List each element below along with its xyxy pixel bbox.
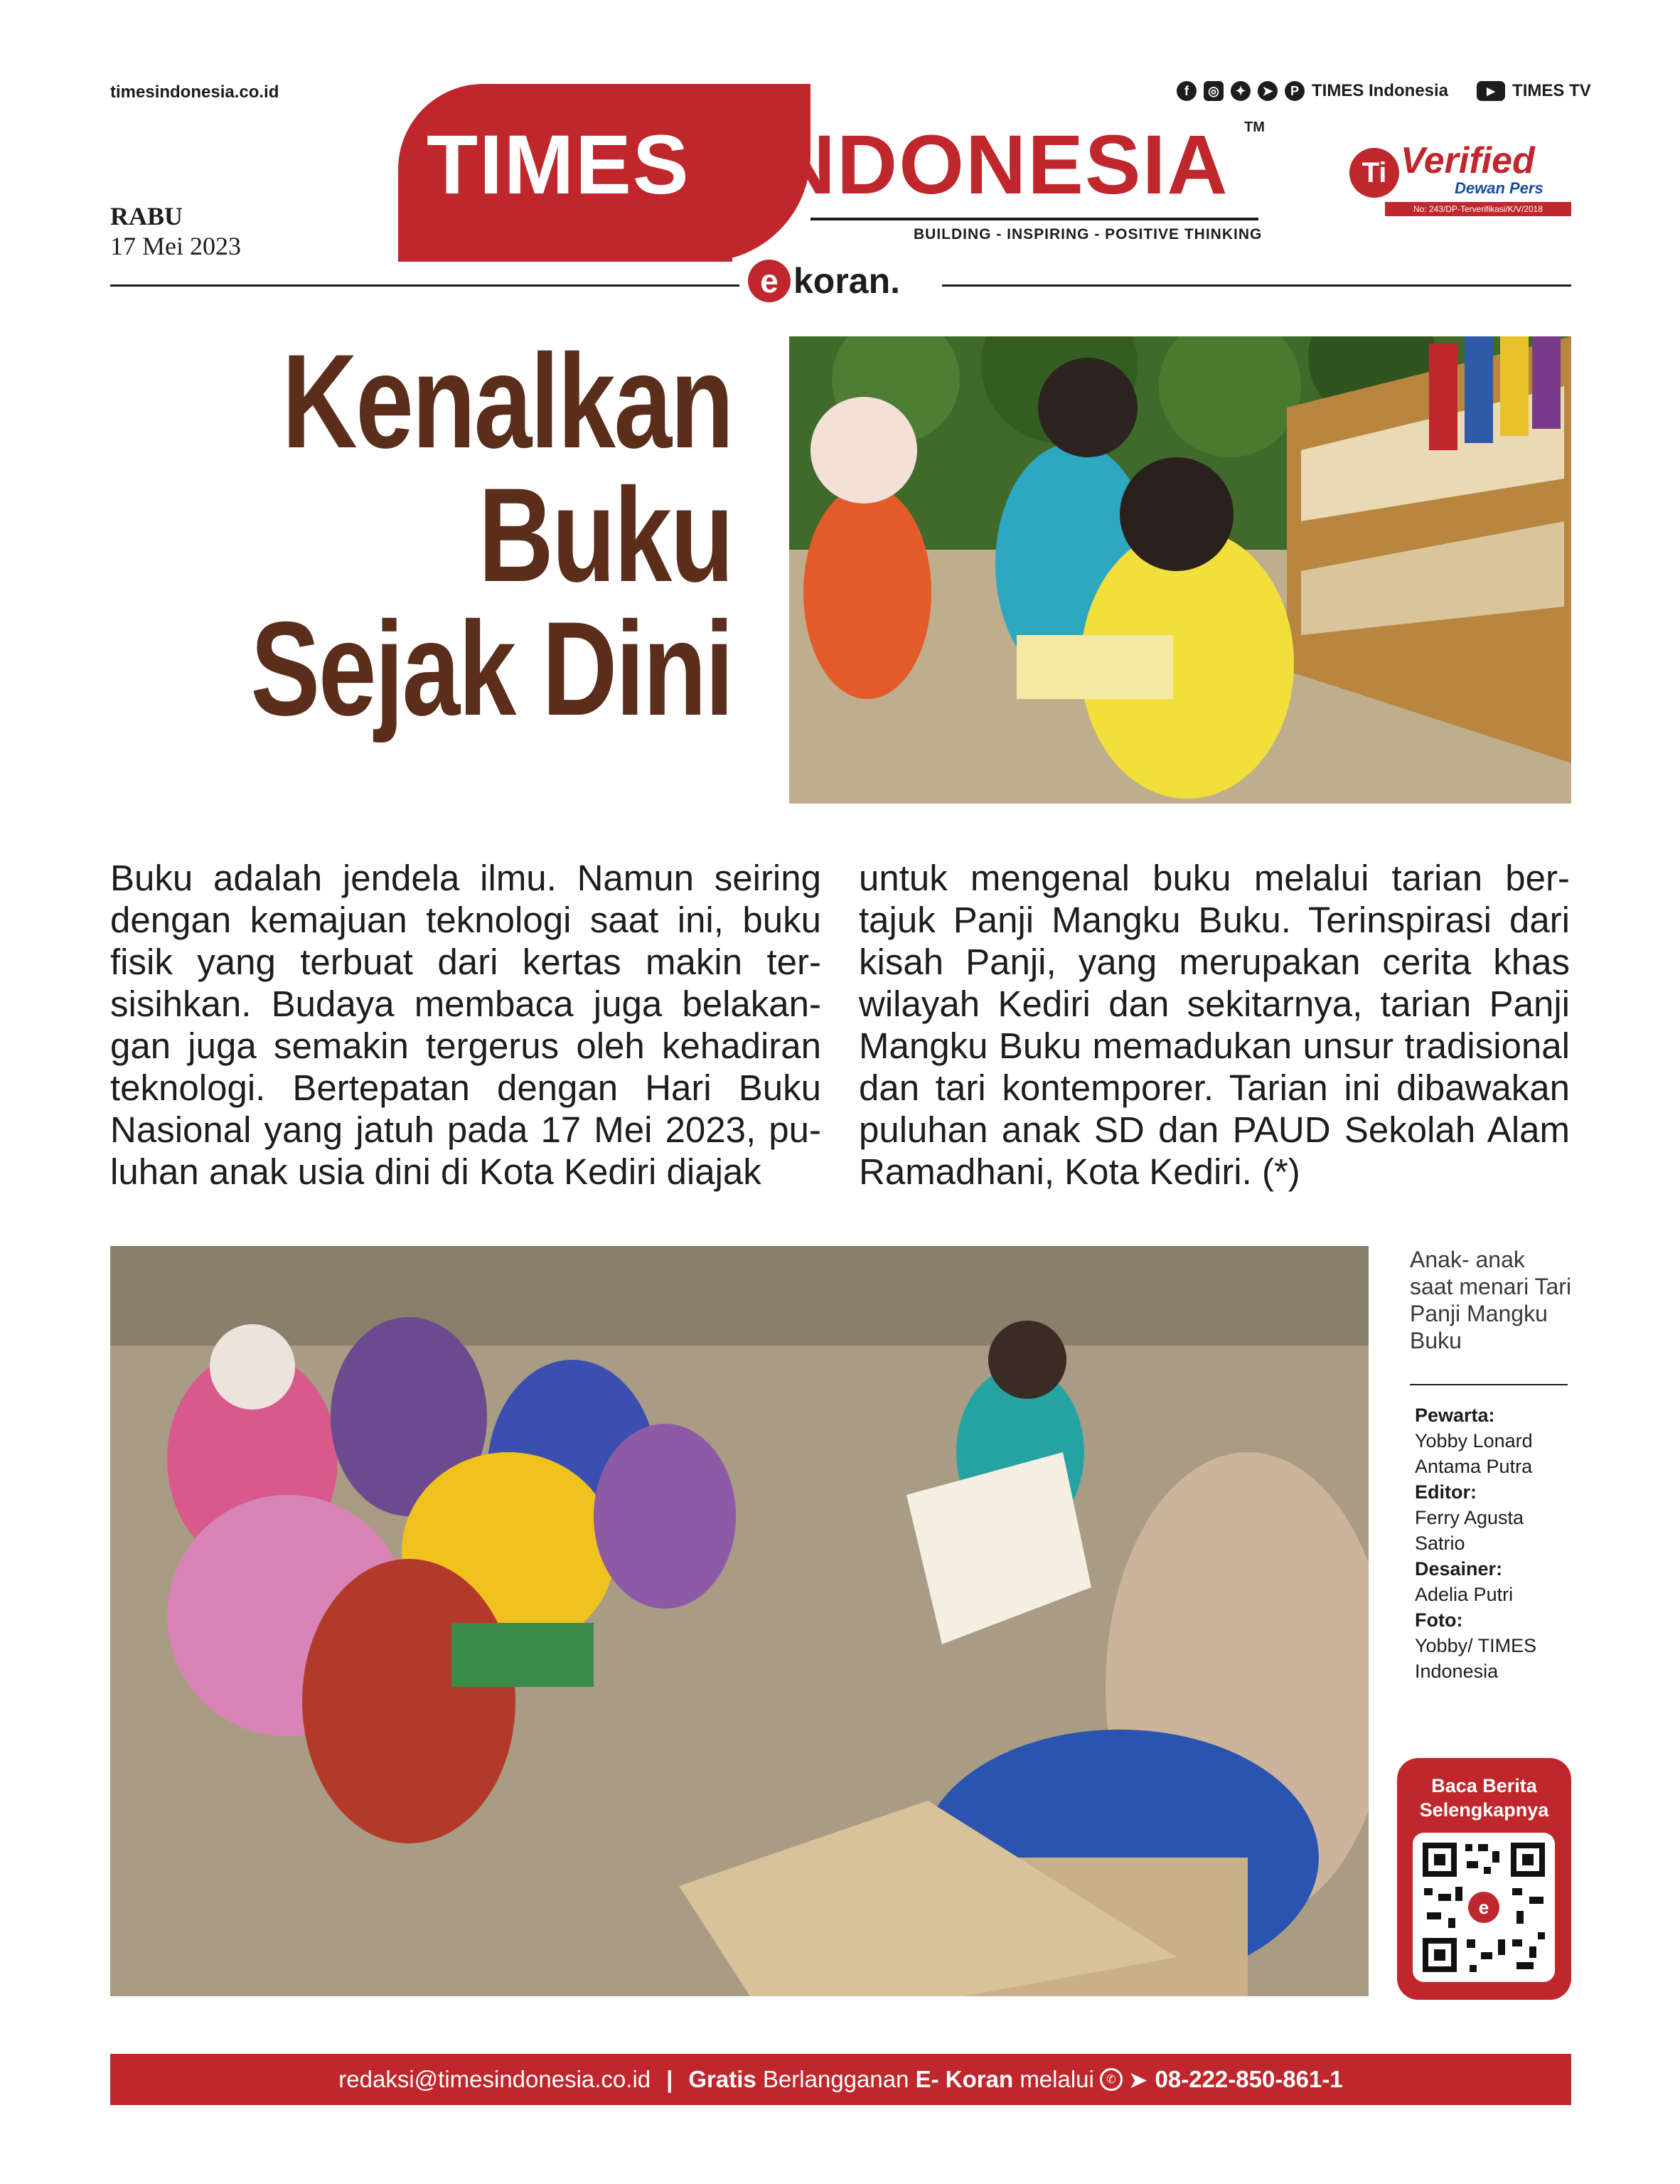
article-column-right: untuk mengenal buku melalui tarian bertajuk Panji Mangku Buku. Terinspirasi dari kisah Panji, yang merupakan cerita khas wilayah Kediri dan sekitarnya, tarian Panji Mangku Buku memadukan unsur tradisional dan tari kontemporer. Tarian ini dibawakan puluhan anak SD dan PAUD Sekolah Alam Ramadhani, Kota Kediri. (*) <box>859 858 1570 1192</box>
credit-value-pewarta: Yobby Lonard Antama Putra <box>1415 1430 1533 1477</box>
svg-text:e: e <box>1478 1897 1489 1918</box>
headline-line-3: Sejak Dini <box>250 594 732 743</box>
masthead-logo <box>398 84 1266 262</box>
headline <box>245 326 733 743</box>
issue-day: RABU <box>110 202 183 230</box>
masthead-times: TIMES <box>427 118 690 212</box>
credit-value-editor: Ferry Agusta Satrio <box>1415 1507 1524 1554</box>
photo-children-bookshelf <box>789 336 1571 804</box>
twitter-icon[interactable]: ✦ <box>1231 81 1251 101</box>
credit-label-pewarta: Pewarta: <box>1415 1405 1495 1426</box>
credits <box>1415 1402 1571 1684</box>
header-rule-left <box>110 284 739 287</box>
telegram-footer-icon[interactable]: ➤ <box>1128 2066 1148 2093</box>
social-handle[interactable]: TIMES Indonesia <box>1312 81 1449 100</box>
ekoran-e-icon: e <box>748 260 791 302</box>
credit-value-desainer: Adelia Putri <box>1415 1584 1514 1605</box>
photo-children-reading <box>110 1246 1369 1996</box>
header-rule-right <box>942 284 1571 287</box>
credit-value-foto: Yobby/ TIMES Indonesia <box>1415 1635 1537 1682</box>
footer-separator: | <box>666 2066 673 2092</box>
facebook-icon[interactable]: f <box>1177 81 1197 101</box>
side-rule <box>1410 1384 1568 1385</box>
masthead-indonesia: INDONESIA <box>750 118 1229 212</box>
credit-label-foto: Foto: <box>1415 1609 1463 1631</box>
qr-card[interactable] <box>1397 1758 1571 2000</box>
footer-phone[interactable]: 08-222-850-861-1 <box>1155 2066 1343 2092</box>
footer-bar <box>110 2054 1571 2105</box>
trademark: TM <box>1244 119 1265 135</box>
qr-code-icon[interactable] <box>1413 1833 1555 1982</box>
article-column-left: Buku adalah jendela ilmu. Namun seiring dengan kemajuan teknologi saat ini, buku fisik yang terbuat dari kertas makin tersisihkan. Budaya membaca juga belakangan juga semakin tergerus oleh kehadiran teknologi. Bertepatan dengan Hari Buku Nasional yang jatuh pada 17 Mei 2023, puluhan anak usia dini di Kota Kediri diajak <box>110 858 821 1192</box>
whatsapp-icon[interactable]: ✆ <box>1100 2068 1123 2091</box>
footer-email[interactable]: redaksi@timesindonesia.co.id <box>338 2066 651 2092</box>
masthead-tagline: BUILDING - INSPIRING - POSITIVE THINKING <box>914 226 1263 243</box>
youtube-icon[interactable]: ▶ <box>1477 81 1505 101</box>
footer-melalui: melalui <box>1020 2066 1094 2092</box>
issue-date: 17 Mei 2023 <box>110 232 241 260</box>
ekoran-word: koran. <box>793 261 901 301</box>
verified-subtitle: Dewan Pers <box>1455 179 1543 197</box>
verified-badge <box>1349 142 1570 217</box>
telegram-icon[interactable]: ➤ <box>1258 81 1278 101</box>
pinterest-icon[interactable]: P <box>1285 81 1305 101</box>
credit-label-editor: Editor: <box>1415 1481 1477 1503</box>
site-url[interactable]: timesindonesia.co.id <box>110 82 279 102</box>
headline-line-1: Kenalkan <box>282 326 733 476</box>
photo-caption: Anak- anak saat menari Tari Panji Mangku Buku <box>1410 1247 1572 1353</box>
verified-number: No: 243/DP-Terverifikasi/K/V/2018 <box>1385 202 1571 216</box>
footer-ekoran: E- Koran <box>915 2066 1014 2092</box>
headline-line-2: Buku <box>478 460 732 609</box>
verified-title: Verified <box>1401 140 1535 181</box>
footer-gratis: Gratis <box>688 2066 756 2092</box>
footer-berlangganan: Berlangganan <box>762 2066 909 2092</box>
ti-logo-icon: Ti <box>1349 148 1399 198</box>
instagram-icon[interactable]: ◎ <box>1204 81 1224 101</box>
masthead-rule <box>810 218 1258 220</box>
credit-label-desainer: Desainer: <box>1415 1558 1503 1580</box>
ekoran-logo <box>748 260 900 302</box>
tv-label[interactable]: TIMES TV <box>1512 81 1591 100</box>
qr-title: Baca Berita Selengkapnya <box>1419 1775 1549 1821</box>
